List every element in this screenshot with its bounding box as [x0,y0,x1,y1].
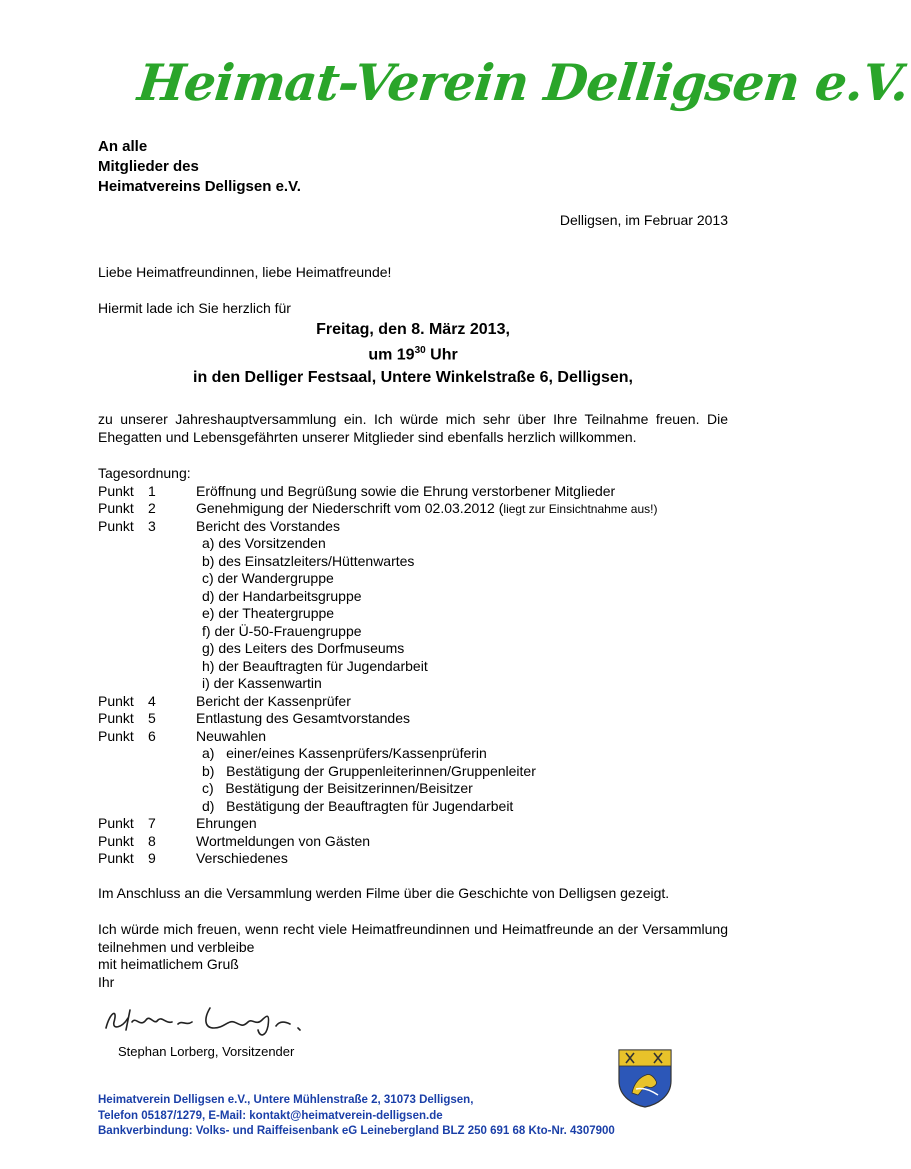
punkt-label: Punkt [98,692,134,709]
event-time-unit: Uhr [425,346,458,364]
recipient-line: Heimatvereins Delligsen e.V. [98,178,301,195]
closing-films: Im Anschluss an die Versammlung werden Filme über die Geschichte von Delligsen gezeigt. [98,885,670,901]
punkt-number: 2 [148,500,156,516]
punkt-number: 3 [148,517,156,534]
punkt-text: Wortmeldungen von Gästen [196,832,371,849]
closing-hope: Ich würde mich freuen, wenn recht viele Heimatfreundinnen und Heimatfreunde an der Versammlung teilnehmen und verbleibe [98,921,728,955]
sub-item: d) der Handarbeitsgruppe [202,587,362,604]
punkt-number: 9 [148,850,156,866]
punkt-number: 5 [148,710,156,726]
sub-item: b) Bestätigung der Gruppenleiterinnen/Gruppenleiter [202,762,536,779]
punkt-label: Punkt [98,482,134,499]
punkt-number: 4 [148,692,156,709]
event-time-minutes: 30 [414,345,426,356]
club-logo-text: Heimat-Verein Delligsen e.V. [134,53,911,112]
sub-item: b) des Einsatzleiters/Hüttenwartes [202,552,415,569]
punkt-label: Punkt [98,815,134,831]
punkt-text: Ehrungen [196,815,257,831]
sub-item: a) des Vorsitzenden [202,535,326,551]
footer-line: Telefon 05187/1279, E-Mail: kontakt@heimatverein-delligsen.de [98,1109,443,1122]
footer-contact [98,1093,615,1140]
greeting: Liebe Heimatfreundinnen, liebe Heimatfreunde! [98,264,392,280]
punkt-number: 1 [148,482,156,499]
punkt-label: Punkt [98,727,134,744]
event-date: Freitag, den 8. März 2013, [316,321,510,338]
recipient-block [98,137,301,197]
closing-regards: mit heimatlichem Gruß [98,956,239,972]
handwritten-signature [100,998,320,1040]
sub-item: g) des Leiters des Dorfmuseums [202,640,405,656]
footer-line: Heimatverein Delligsen e.V., Untere Mühlenstraße 2, 31073 Delligsen, [98,1094,474,1106]
sub-item: c) Bestätigung der Beisitzerinnen/Beisitzer [202,780,473,796]
footer-line: Bankverbindung: Volks- und Raiffeisenbank eG Leinebergland BLZ 250 691 68 Kto-Nr. 4307900 [98,1125,615,1137]
sub-item: f) der Ü-50-Frauengruppe [202,622,362,639]
punkt-number: 6 [148,727,156,744]
punkt-number: 8 [148,832,156,849]
event-location: in den Delliger Festsaal, Untere Winkelstraße 6, Delligsen, [193,369,633,386]
punkt-label: Punkt [98,850,134,866]
sub-item: e) der Theatergruppe [202,605,335,621]
sub-item: c) der Wandergruppe [202,570,334,586]
agenda-title: Tagesordnung: [98,465,191,481]
punkt-number: 7 [148,815,156,831]
punkt-text: Bericht der Kassenprüfer [196,692,351,709]
punkt-label: Punkt [98,832,134,849]
punkt-text: Eröffnung und Begrüßung sowie die Ehrung verstorbener Mitglieder [196,482,616,499]
punkt-label: Punkt [98,500,134,516]
recipient-line: Mitglieder des [98,158,199,175]
signatory-name: Stephan Lorberg, Vorsitzender [118,1044,295,1059]
date-line: Delligsen, im Februar 2013 [559,212,728,228]
punkt-text-main: Genehmigung der Niederschrift vom 02.03.2012 ( [196,500,504,516]
invite-text: zu unserer Jahreshauptversammlung ein. Ich würde mich sehr über Ihre Teilnahme freuen. Die Ehegatten und Lebensgefährten unserer Mitglieder sind ebenfalls herzlich willkommen. [98,411,728,445]
punkt-text: Entlastung des Gesamtvorstandes [196,710,411,726]
punkt-text: Bericht des Vorstandes [196,517,340,534]
recipient-line: An alle [98,138,148,155]
closing-ihr: Ihr [98,974,115,990]
coat-of-arms-icon [616,1047,674,1109]
sub-item: i) der Kassenwartin [202,675,322,691]
punkt-label: Punkt [98,517,134,534]
punkt-note: liegt zur Einsichtnahme aus!) [503,502,658,516]
punkt-text [196,500,657,516]
sub-item: h) der Beauftragten für Jugendarbeit [202,657,428,674]
punkt-text: Neuwahlen [196,727,267,744]
invite-intro: Hiermit lade ich Sie herzlich für [98,300,291,316]
punkt-text: Verschiedenes [196,850,288,866]
punkt-label: Punkt [98,710,134,726]
event-time-hour: um 19 [368,346,415,364]
sub-item: d) Bestätigung der Beauftragten für Jugendarbeit [202,797,514,814]
sub-item: a) einer/eines Kassenprüfers/Kassenprüferin [202,745,487,761]
event-time [0,345,826,364]
